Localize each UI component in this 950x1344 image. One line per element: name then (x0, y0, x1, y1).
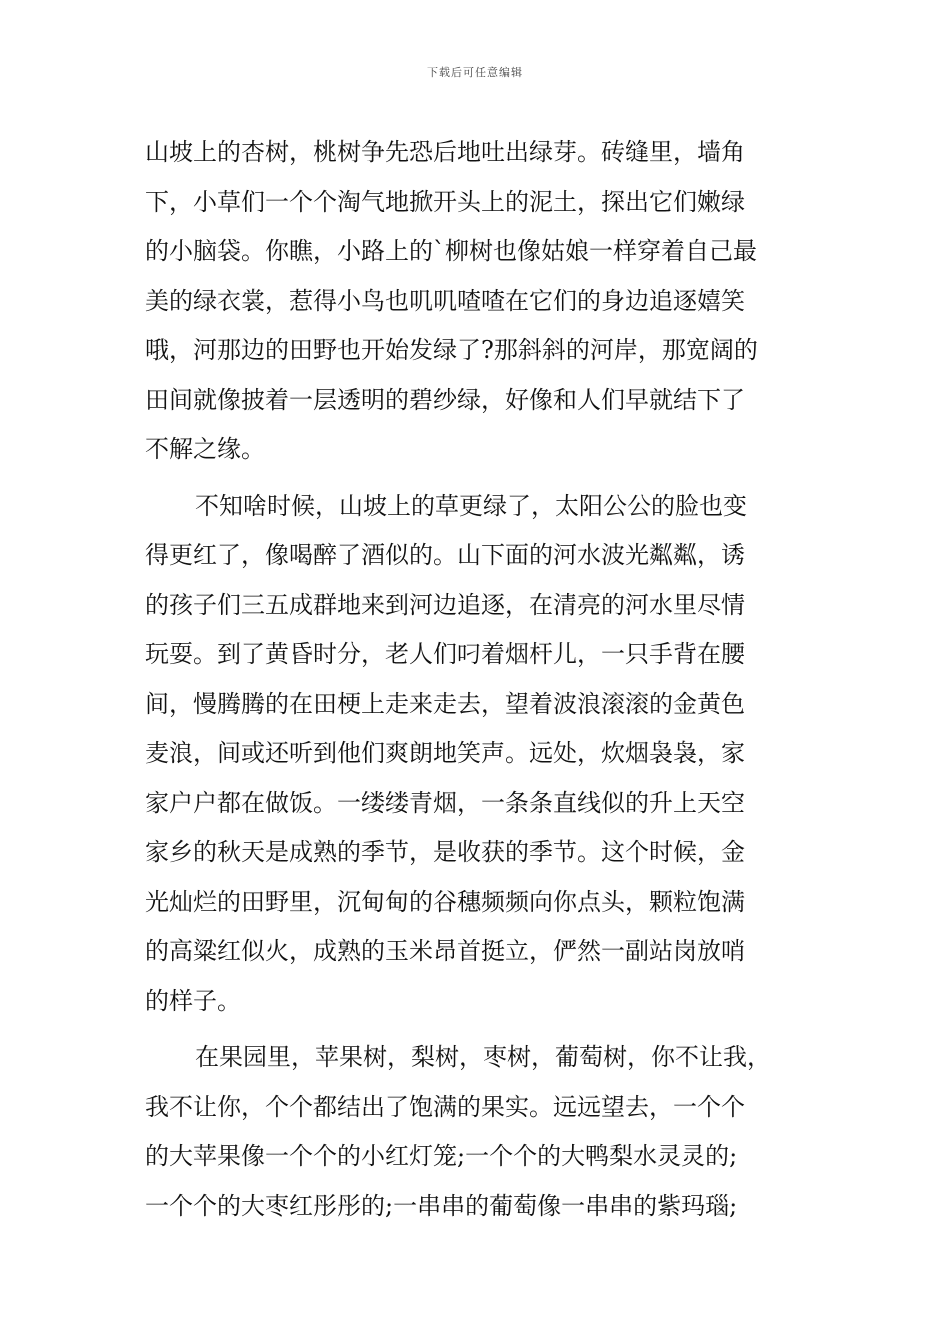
paragraph-line: 田间就像披着一层透明的碧纱绿，好像和人们早就结下了 (145, 385, 745, 414)
paragraph-line: 山坡上的杏树，桃树争先恐后地吐出绿芽。砖缝里，墙角 (145, 138, 745, 166)
paragraph-line: 的大苹果像一个个的小红灯笼;一个个的大鸭梨水灵灵的; (145, 1142, 738, 1170)
paragraph-line: 光灿烂的田野里，沉甸甸的谷穗频频向你点头，颗粒饱满 (145, 887, 745, 916)
paragraph-line: 我不让你，个个都结出了饱满的果实。远远望去，一个个 (145, 1092, 745, 1121)
paragraph-line: 的孩子们三五成群地来到河边追逐，在清亮的河水里尽情 (145, 590, 745, 619)
paragraph-3 (145, 1033, 810, 1231)
paragraph-line: 家乡的秋天是成熟的季节，是收获的季节。这个时候，金 (145, 838, 745, 866)
page-header: 下载后可任意编辑 (427, 66, 523, 79)
article-body (145, 128, 810, 1231)
paragraph-line: 的高粱红似火，成熟的玉米昂首挺立，俨然一副站岗放哨 (145, 937, 745, 965)
paragraph-line: 的样子。 (145, 986, 241, 1015)
paragraph-line: 家户户都在做饭。一缕缕青烟，一条条直线似的升上天空 (145, 788, 745, 817)
paragraph-line: 在果园里，苹果树，梨树，枣树，葡萄树，你不让我， (195, 1043, 771, 1071)
paragraph-line: 不知啥时候，山坡上的草更绿了，太阳公公的脸也变 (195, 491, 747, 520)
paragraph-line: 的小脑袋。你瞧，小路上的`柳树也像姑娘一样穿着自己最 (145, 237, 757, 265)
paragraph-line: 间，慢腾腾的在田梗上走来走去，望着波浪滚滚的金黄色 (145, 689, 745, 718)
paragraph-2 (145, 482, 810, 1027)
paragraph-line: 不解之缘。 (145, 435, 265, 463)
paragraph-line: 麦浪，间或还听到他们爽朗地笑声。远处，炊烟袅袅，家 (145, 739, 745, 767)
paragraph-line: 得更红了，像喝醉了酒似的。山下面的河水波光粼粼，诱 (145, 541, 745, 569)
paragraph-line: 下，小草们一个个淘气地掀开头上的泥土，探出它们嫩绿 (145, 187, 745, 216)
paragraph-line: 一个个的大枣红彤彤的;一串串的葡萄像一串串的紫玛瑙; (145, 1191, 738, 1220)
paragraph-line: 美的绿衣裳，惹得小鸟也叽叽喳喳在它们的身边追逐嬉笑 (145, 286, 745, 315)
paragraph-line: 玩耍。到了黄昏时分，老人们叼着烟杆儿，一只手背在腰 (145, 640, 745, 668)
paragraph-line: 哦，河那边的田野也开始发绿了?那斜斜的河岸，那宽阔的 (145, 336, 758, 364)
paragraph-1 (145, 128, 810, 475)
